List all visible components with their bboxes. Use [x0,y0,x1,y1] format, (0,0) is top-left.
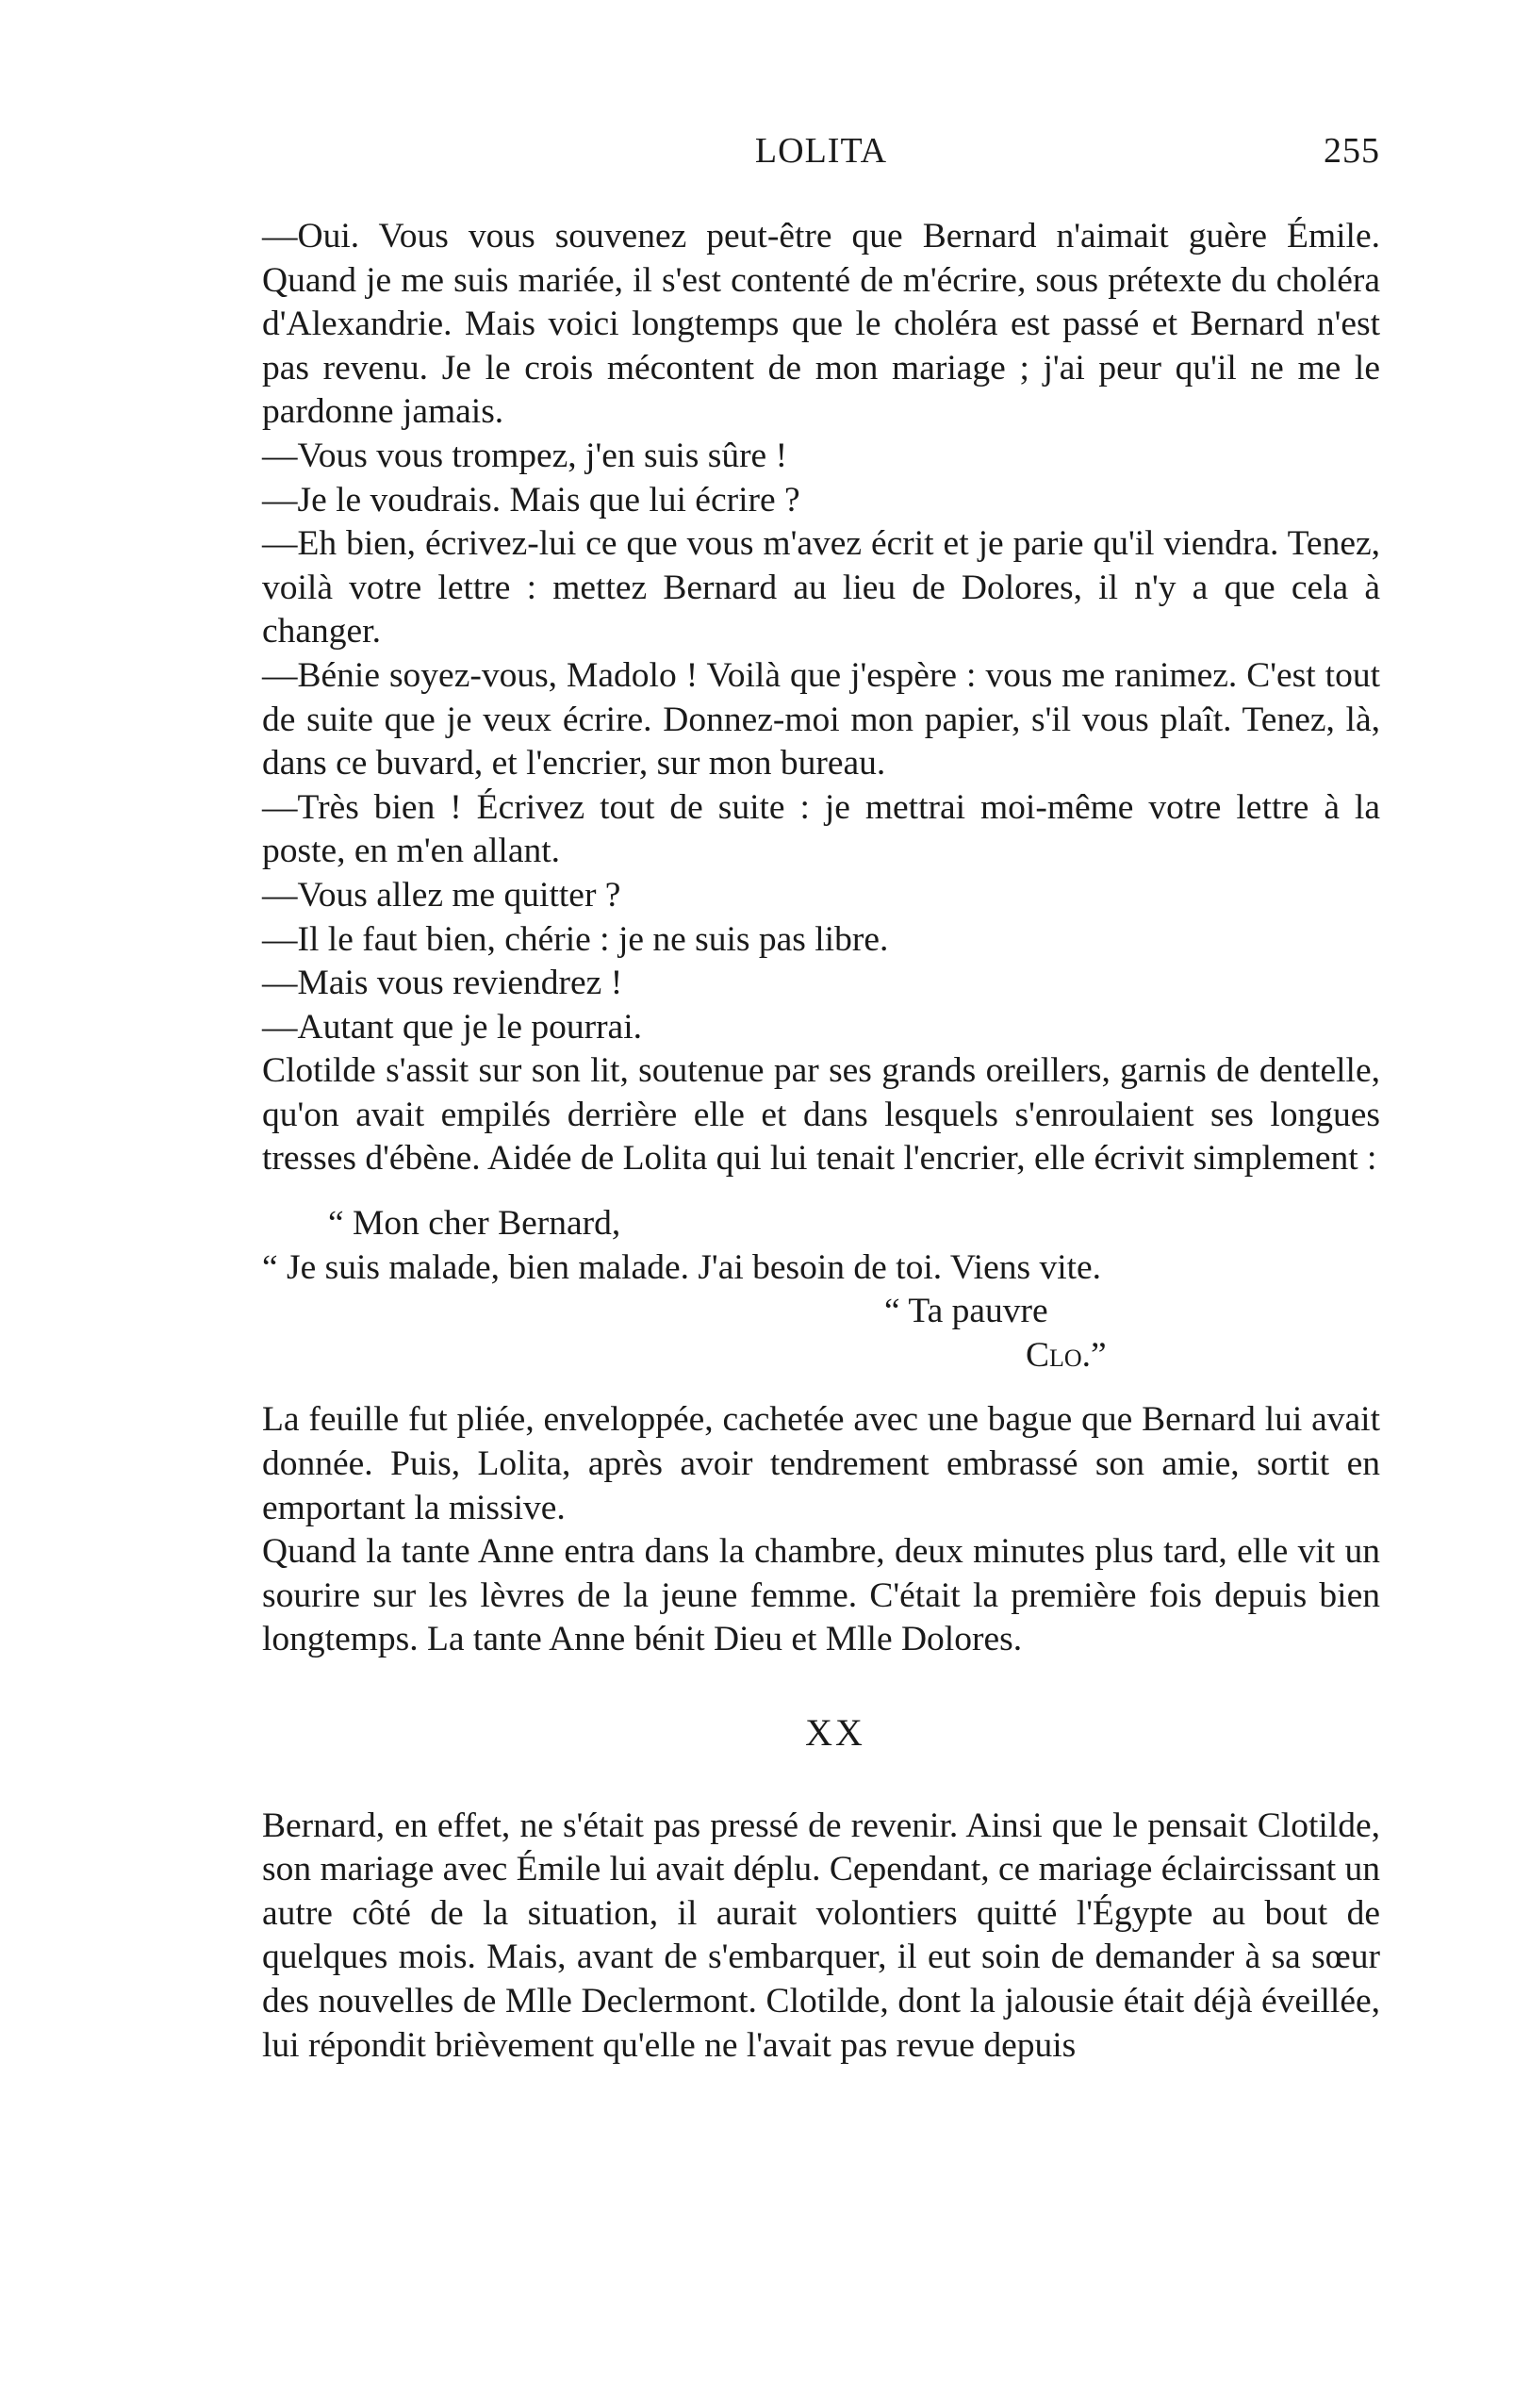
letter-body: “ Je suis malade, bien malade. J'ai besoin de toi. Viens vite. [262,1247,1102,1287]
page-number: 255 [1324,131,1380,171]
dialogue-line: —Vous vous trompez, j'en suis sûre ! [262,436,788,475]
narrative-paragraph: Clotilde s'assit sur son lit, soutenue par ses grands oreillers, garnis de dentelle, qu'on avait empilés derrière elle et dans lesquels s'enroulaient ses longues tresses d'ébène. Aidée de Lolita qui lui tenait l'encrier, elle écrivit simplement : [262,1051,1380,1179]
chapter-paragraph: Bernard, en effet, ne s'était pas pressé de revenir. Ainsi que le pensait Clotilde, son mariage avec Émile lui avait déplu. Cependant, ce mariage éclaircissant un autre côté de la situation, il aurait volontiers quitté l'Égypte au bout de quelques mois. Mais, avant de s'embarquer, il eut soin de demander à sa sœur des nouvelles de Mlle Declermont. Clotilde, dont la jalousie était déjà éveillée, lui répondit brièvement qu'elle ne l'avait pas revue depuis [262,1806,1380,2065]
dialogue-line: —Autant que je le pourrai. [262,1007,642,1047]
dialogue-line: —Très bien ! Écrivez tout de suite : je mettrai moi-même votre lettre à la poste, en m'en allant. [262,787,1380,871]
dialogue-line: —Il le faut bien, chérie : je ne suis pas libre. [262,919,889,959]
dialogue-line: —Vous allez me quitter ? [262,875,621,915]
dialogue-line: —Mais vous reviendrez ! [262,964,623,1003]
narrative-paragraph: Quand la tante Anne entra dans la chambre, deux minutes plus tard, elle vit un sourire sur les lèvres de la jeune femme. C'était la première fois depuis bien longtemps. La tante Anne bénit Dieu et Mlle Dolores. [262,1532,1380,1659]
page-body [262,215,1380,2068]
letter-salutation: “ Mon cher Bernard, [328,1204,621,1244]
chapter-heading: XX [805,1711,865,1754]
narrative-paragraph: La feuille fut pliée, enveloppée, cachetée avec une bague que Bernard lui avait donnée. Puis, Lolita, après avoir tendrement embrassé son amie, sortit en emportant la missive. [262,1400,1380,1527]
dialogue-line: —Oui. Vous vous souvenez peut-être que Bernard n'aimait guère Émile. Quand je me suis mariée, il s'est contenté de m'écrire, sous prétexte du choléra d'Alexandrie. Mais voici longtemps que le choléra est passé et Bernard n'est pas revenu. Je le crois mécontent de mon mariage ; j'ai peur qu'il ne me le pardonne jamais. [262,217,1380,432]
letter-signature: Clo.” [1026,1335,1107,1375]
dialogue-line: —Je le voudrais. Mais que lui écrire ? [262,480,800,520]
page-header [262,130,1380,187]
dialogue-line: —Eh bien, écrivez-lui ce que vous m'avez écrit et je parie qu'il viendra. Tenez, voilà votre lettre : mettez Bernard au lieu de Dolores, il n'y a que cela à changer. [262,524,1380,651]
running-title: LOLITA [754,131,888,171]
letter [262,1202,1380,1377]
letter-closing: “ Ta pauvre [884,1292,1048,1331]
dialogue-line: —Bénie soyez-vous, Madolo ! Voilà que j'espère : vous me ranimez. C'est tout de suite que je veux écrire. Donnez-moi mon papier, s'il vous plaît. Tenez, là, dans ce buvard, et l'encrier, sur mon bureau. [262,655,1380,783]
